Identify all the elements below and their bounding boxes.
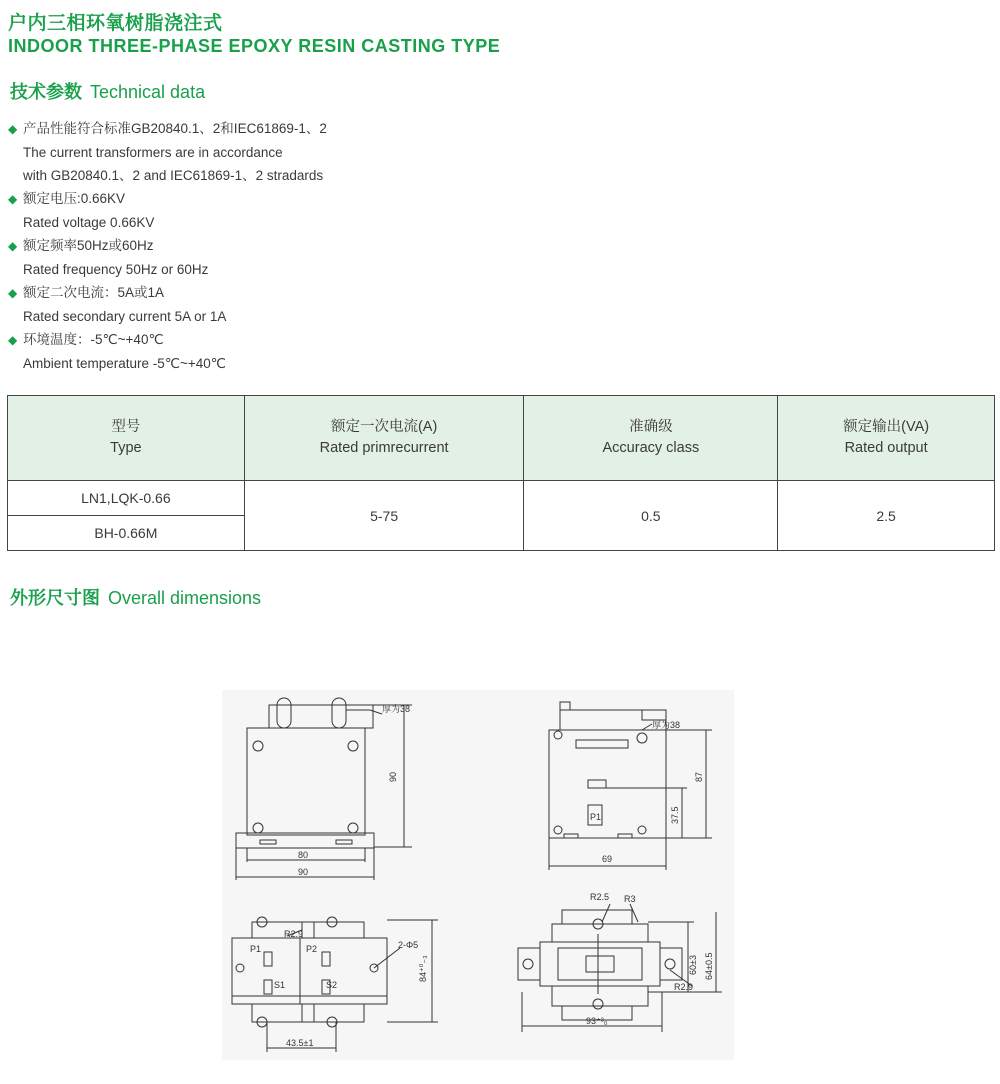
dim-label-43-5: 43.5±1 — [286, 1038, 314, 1048]
page-title-cn: 户内三相环氧树脂浇注式 — [8, 13, 223, 34]
header-en: Accuracy class — [602, 440, 700, 456]
rated-output-cell: 2.5 — [778, 481, 995, 551]
dim-label-93: 93⁺³₀ — [586, 1016, 608, 1026]
spec-item-cn: 产品性能符合标准GB20840.1、2和IEC61869-1、2 — [23, 121, 327, 136]
dim-label-69: 69 — [602, 854, 613, 864]
diamond-bullet-icon: ◆ — [8, 286, 18, 300]
dimensions-heading-en: Overall dimensions — [108, 588, 262, 608]
spec-list — [8, 117, 327, 375]
table-header-row — [8, 396, 995, 481]
header-cn: 型号 — [111, 419, 141, 435]
spec-item-en: Rated frequency 50Hz or 60Hz — [23, 262, 209, 277]
dim-label-holes: 2-Φ5 — [398, 940, 419, 950]
dim-label-width-90: 90 — [298, 867, 309, 877]
dim-label-60: 60±3 — [688, 955, 698, 975]
spec-item-en: Rated secondary current 5A or 1A — [23, 309, 227, 324]
type-cell: BH-0.66M — [8, 516, 245, 551]
spec-table — [7, 395, 995, 551]
diamond-bullet-icon: ◆ — [8, 122, 18, 136]
spec-item — [8, 281, 327, 328]
spec-item-en: Ambient temperature -5℃~+40℃ — [23, 356, 226, 371]
dimension-drawings — [222, 690, 734, 1060]
accuracy-class-cell: 0.5 — [524, 481, 778, 551]
dim-label-p2: P2 — [306, 944, 318, 954]
spec-item-en: The current transformers are in accordance — [23, 145, 283, 160]
column-header-accuracy-class — [524, 396, 778, 481]
dim-label-p1-box: P1 — [590, 812, 602, 822]
header-en: Type — [110, 440, 142, 456]
diamond-bullet-icon: ◆ — [8, 333, 18, 347]
column-header-rated-output — [778, 396, 995, 481]
spec-item — [8, 187, 327, 234]
dimensions-heading-cn: 外形尺寸图 — [10, 588, 100, 608]
dim-label-thickness-right: 厚为38 — [652, 720, 681, 730]
spec-item-en: Rated voltage 0.66KV — [23, 215, 155, 230]
technical-data-heading-cn: 技术参数 — [10, 82, 82, 102]
spec-item-cn: 额定电压:0.66KV — [23, 191, 126, 206]
technical-data-heading — [10, 78, 205, 104]
dim-label-r2-5: R2.5 — [590, 892, 610, 902]
dimensions-heading — [10, 584, 261, 610]
dim-label-87: 87 — [694, 771, 704, 782]
dim-label-thickness: 厚为38 — [382, 704, 411, 714]
spec-item-cn: 环境温度：-5℃~+40℃ — [23, 332, 164, 347]
spec-item-cn: 额定二次电流：5A或1A — [23, 285, 165, 300]
column-header-type — [8, 396, 245, 481]
dim-label-p1: P1 — [250, 944, 262, 954]
column-header-primary-current — [244, 396, 524, 481]
spec-item — [8, 117, 327, 187]
spec-item-cn: 额定频率50Hz或60Hz — [23, 238, 154, 253]
header-cn: 额定输出(VA) — [843, 419, 930, 435]
header-cn: 额定一次电流(A) — [330, 419, 438, 435]
primary-current-cell: 5-75 — [244, 481, 524, 551]
table-row — [8, 481, 995, 516]
type-cell: LN1,LQK-0.66 — [8, 481, 245, 516]
dim-label-r2-9: R2.9 — [284, 929, 304, 939]
technical-data-heading-en: Technical data — [90, 82, 206, 102]
header-en: Rated output — [844, 440, 928, 456]
header-en: Rated primrecurrent — [319, 440, 449, 456]
dim-label-r2-9-right: R2.9 — [674, 982, 694, 992]
dim-label-height-90: 90 — [388, 771, 398, 782]
page-title-en: INDOOR THREE-PHASE EPOXY RESIN CASTING TYPE — [8, 36, 501, 56]
dim-label-64: 64±0.5 — [704, 952, 714, 980]
dim-label-80: 80 — [298, 850, 309, 860]
diamond-bullet-icon: ◆ — [8, 239, 18, 253]
spec-item — [8, 234, 327, 281]
dim-label-37-5: 37.5 — [670, 806, 680, 824]
diamond-bullet-icon: ◆ — [8, 192, 18, 206]
dim-label-s1: S1 — [274, 980, 286, 990]
dim-label-s2: S2 — [326, 980, 338, 990]
dim-label-84: 84⁺⁰₋₃ — [418, 955, 428, 982]
spec-item-en: with GB20840.1、2 and IEC61869-1、2 stradards — [23, 168, 324, 183]
spec-item — [8, 328, 327, 375]
header-cn: 准确级 — [629, 419, 673, 435]
dim-label-r3: R3 — [624, 894, 636, 904]
